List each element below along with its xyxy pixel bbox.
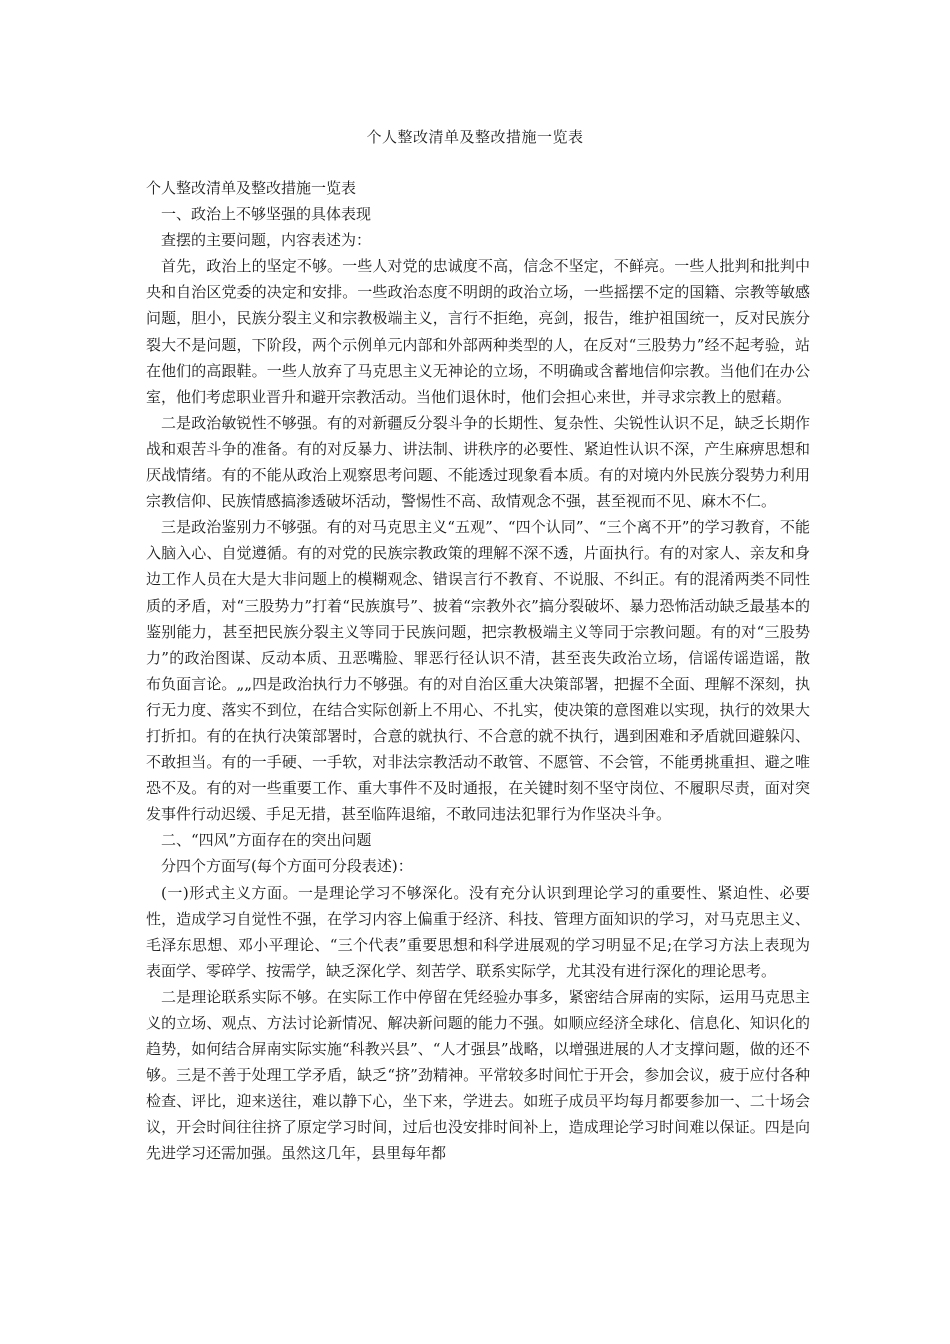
document-paragraph: 分四个方面写(每个方面可分段表述)： — [161, 857, 413, 876]
document-paragraph: 查摆的主要问题，内容表述为： — [161, 231, 372, 250]
document-title: 个人整改清单及整改措施一览表 — [366, 128, 584, 146]
document-paragraph: 个人整改清单及整改措施一览表 — [146, 179, 357, 197]
document-paragraph: 一、政治上不够坚强的具体表现 — [161, 205, 372, 224]
document-paragraph: 二是政治敏锐性不够强。有的对新疆反分裂斗争的长期性、复杂性、尖锐性认识不足，缺乏长期作战和艰苦斗争的准备。有的对反暴力、讲法制、讲秩序的必要性、紧迫性认识不深，产生麻痹思想和厌战情绪。有的不能从政治上观察思考问题、不能透过现象看本质。有的对境内外民族分裂势力利用宗教信仰、民族情感搞渗透破坏活动，警惕性不高、敌情观念不强，甚至视而不见、麻木不仁。 — [146, 413, 810, 511]
document-paragraph: 二、“四风”方面存在的突出问题 — [161, 831, 372, 850]
document-paragraph: (一)形式主义方面。一是理论学习不够深化。没有充分认识到理论学习的重要性、紧迫性、必要性，造成学习自觉性不强，在学习内容上偏重于经济、科技、管理方面知识的学习，对马克思主义、毛泽东思想、邓小平理论、“三个代表”重要思想和科学进展观的学习明显不足;在学习方法上表现为表面学、零碎学、按需学，缺乏深化学、刻苦学、联系实际学，尤其没有进行深化的理论思考。 — [146, 883, 810, 980]
document-paragraph: 三是政治鉴别力不够强。有的对马克思主义“五观”、“四个认同”、“三个离不开”的学习教育，不能入脑入心、自觉遵循。有的对党的民族宗教政策的理解不深不透，片面执行。有的对家人、亲友和身边工作人员在大是大非问题上的模糊观念、错误言行不教育、不说服、不纠正。有的混淆两类不同性质的矛盾，对“三股势力”打着“民族旗号”、披着“宗教外衣”搞分裂破坏、暴力恐怖活动缺乏最基本的鉴别能力，甚至把民族分裂主义等同于民族问题，把宗教极端主义等同于宗教问题。有的对“三股势力”的政治图谋、反动本质、丑恶嘴脸、罪恶行径认识不清，甚至丧失政治立场，信谣传谣造谣，散布负面言论。„„四是政治执行力不够强。有的对自治区重大决策部署，把握不全面、理解不深刻，执行无力度、落实不到位，在结合实际创新上不用心、不扎实，使决策的意图难以实现，执行的效果大打折扣。有的在执行决策部署时，合意的就执行、不合意的就不执行，遇到困难和矛盾就回避躲闪、不敢担当。有的一手硬、一手软，对非法宗教活动不敢管、不愿管、不会管，不能勇挑重担、避之唯恐不及。有的对一些重要工作、重大事件不及时通报，在关键时刻不坚守岗位、不履职尽责，面对突发事件行动迟缓、手足无措，甚至临阵退缩，不敢同违法犯罪行为作坚决斗争。 — [146, 518, 810, 824]
document-paragraph: 二是理论联系实际不够。在实际工作中停留在凭经验办事多，紧密结合屏南的实际，运用马克思主义的立场、观点、方法讨论新情况、解决新问题的能力不强。如顺应经济全球化、信息化、知识化的趋势，如何结合屏南实际实施“科教兴县”、“人才强县”战略，以增强进展的人才支撑问题，做的还不够。三是不善于处理工学矛盾，缺乏“挤”劲精神。平常较多时间忙于开会，参加会议，疲于应付各种检查、评比，迎来送往，难以静下心，坐下来，学进去。如班子成员平均每月都要参加一、二十场会议，开会时间往往挤了原定学习时间，过后也没安排时间补上，造成理论学习时间难以保证。四是向先进学习还需加强。虽然这几年，县里每年都 — [146, 987, 810, 1163]
document-paragraph: 首先，政治上的坚定不够。一些人对党的忠诚度不高，信念不坚定，不鲜亮。一些人批判和批判中央和自治区党委的决定和安排。一些政治态度不明朗的政治立场，一些摇摆不定的国籍、宗教等敏感问题，胆小，民族分裂主义和宗教极端主义，言行不拒绝，亮剑，报告，维护祖国统一，反对民族分裂大不是问题，下阶段，两个示例单元内部和外部两种类型的人，在反对“三股势力”经不起考验，站在他们的高跟鞋。一些人放弃了马克思主义无神论的立场，不明确或含蓄地信仰宗教。当他们在办公室，他们考虑职业晋升和避开宗教活动。当他们退休时，他们会担心来世，并寻求宗教上的慰藉。 — [146, 257, 810, 406]
document-body — [146, 175, 810, 1167]
